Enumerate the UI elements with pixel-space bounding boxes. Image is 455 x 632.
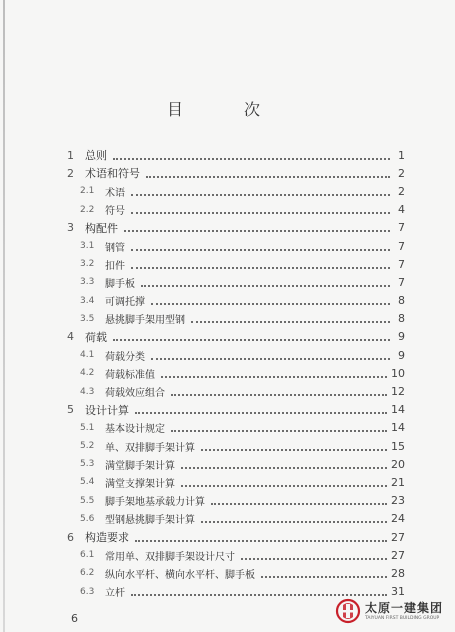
toc-entry-label: 纵向水平杆、横向水平杆、脚手板 (105, 569, 255, 581)
toc-dot-leader (131, 248, 390, 251)
toc-entry-page: 7 (398, 257, 405, 271)
toc-entry-number: 3.4 (80, 295, 95, 306)
toc-entry[interactable] (67, 528, 405, 546)
toc-dot-leader (151, 302, 390, 305)
toc-dot-leader (201, 520, 387, 523)
toc-entry-number: 5.1 (80, 422, 95, 433)
toc-entry-label: 荷载 (85, 330, 107, 344)
toc-entry-number: 5 (67, 403, 74, 417)
toc-dot-leader (141, 284, 390, 287)
toc-entry-number: 5.6 (80, 513, 95, 524)
toc-entry-page: 20 (391, 457, 405, 471)
toc-entry-number: 2.2 (80, 204, 95, 215)
toc-dot-leader (171, 429, 387, 432)
toc-entry-page: 27 (391, 548, 405, 562)
toc-entry-page: 15 (391, 439, 405, 453)
toc-entry-number: 3 (67, 221, 74, 235)
toc-entry-page: 14 (391, 403, 405, 417)
toc-entry-number: 5.2 (80, 441, 95, 452)
toc-entry-page: 9 (398, 348, 405, 362)
toc-entry-label: 立杆 (105, 588, 125, 600)
toc-dot-leader (124, 229, 390, 232)
toc-entry-page: 27 (391, 530, 405, 544)
toc-entry[interactable] (67, 273, 405, 291)
table-of-contents (67, 146, 405, 601)
toc-entry-label: 总则 (85, 149, 107, 163)
toc-entry-number: 3.5 (80, 313, 95, 324)
toc-entry-number: 3.1 (80, 241, 95, 252)
toc-dot-leader (135, 539, 387, 542)
toc-entry-label: 术语 (105, 187, 125, 199)
toc-entry-label: 满堂支撑架计算 (105, 478, 175, 490)
toc-entry-page: 2 (398, 166, 405, 180)
toc-entry[interactable] (67, 437, 405, 455)
toc-entry-number: 1 (67, 148, 74, 162)
brand-name-en: TAIYUAN FIRST BUILDING GROUP (365, 615, 440, 621)
toc-dot-leader (181, 466, 387, 469)
toc-entry-label: 术语和符号 (85, 167, 140, 181)
toc-entry-number: 5.3 (80, 459, 95, 470)
toc-entry-page: 2 (398, 184, 405, 198)
toc-entry-page: 23 (391, 494, 405, 508)
toc-entry-label: 常用单、双排脚手架设计尺寸 (105, 551, 235, 563)
toc-dot-leader (131, 211, 390, 214)
toc-dot-leader (191, 320, 390, 323)
brand-watermark (335, 596, 453, 626)
toc-entry[interactable] (67, 510, 405, 528)
toc-title: 目 次 (166, 100, 289, 119)
toc-entry[interactable] (67, 473, 405, 491)
toc-dot-leader (241, 557, 387, 560)
toc-entry-page: 4 (398, 203, 405, 217)
toc-dot-leader (211, 502, 387, 505)
toc-entry-label: 扣件 (105, 260, 125, 272)
toc-entry-label: 脚手架地基承载力计算 (105, 497, 205, 509)
toc-entry[interactable] (67, 219, 405, 237)
brand-name-cn: 太原一建集团 (365, 600, 444, 615)
toc-entry[interactable] (67, 346, 405, 364)
taiyuan-first-building-logo-icon (335, 598, 361, 624)
toc-dot-leader (131, 266, 390, 269)
toc-entry-label: 符号 (105, 206, 125, 218)
toc-entry-page: 24 (391, 512, 405, 526)
toc-entry[interactable] (67, 237, 405, 255)
toc-dot-leader (113, 338, 390, 341)
toc-entry[interactable] (67, 382, 405, 400)
page-number: 6 (71, 612, 78, 625)
toc-entry-number: 4.1 (80, 350, 95, 361)
toc-entry[interactable] (67, 164, 405, 182)
toc-entry[interactable] (67, 328, 405, 346)
toc-entry-number: 3.3 (80, 277, 95, 288)
toc-entry-label: 基本设计规定 (105, 424, 165, 436)
toc-entry[interactable] (67, 182, 405, 200)
toc-entry[interactable] (67, 146, 405, 164)
toc-dot-leader (181, 484, 387, 487)
toc-entry-label: 钢管 (105, 242, 125, 254)
toc-entry-page: 7 (398, 275, 405, 289)
toc-entry-number: 4 (67, 330, 74, 344)
toc-entry-number: 6 (67, 530, 74, 544)
toc-entry-page: 10 (391, 366, 405, 380)
toc-dot-leader (161, 375, 387, 378)
toc-entry[interactable] (67, 401, 405, 419)
toc-entry-page: 12 (391, 385, 405, 399)
toc-entry-page: 8 (398, 294, 405, 308)
toc-entry-label: 构造要求 (85, 531, 129, 545)
toc-entry-page: 7 (398, 221, 405, 235)
toc-dot-leader (131, 193, 390, 196)
toc-entry-number: 4.3 (80, 386, 95, 397)
toc-entry-label: 满堂脚手架计算 (105, 460, 175, 472)
toc-entry[interactable] (67, 364, 405, 382)
toc-entry[interactable] (67, 492, 405, 510)
toc-dot-leader (201, 448, 387, 451)
toc-entry-number: 6.1 (80, 550, 95, 561)
toc-entry[interactable] (67, 292, 405, 310)
toc-entry-label: 型钢悬挑脚手架计算 (105, 515, 195, 527)
toc-entry-number: 6.2 (80, 568, 95, 579)
toc-entry-number: 2.1 (80, 186, 95, 197)
toc-entry-label: 悬挑脚手架用型钢 (105, 315, 185, 327)
toc-entry-label: 设计计算 (85, 403, 129, 417)
toc-entry-label: 荷载效应组合 (105, 388, 165, 400)
page-edge (3, 0, 5, 632)
toc-entry-page: 28 (391, 566, 405, 580)
toc-dot-leader (171, 393, 387, 396)
toc-entry[interactable] (67, 255, 405, 273)
toc-dot-leader (151, 357, 390, 360)
toc-entry-page: 21 (391, 475, 405, 489)
toc-entry[interactable] (67, 564, 405, 582)
toc-entry-number: 2 (67, 166, 74, 180)
toc-entry-label: 构配件 (85, 221, 118, 235)
toc-entry[interactable] (67, 201, 405, 219)
toc-entry-label: 荷载标准值 (105, 369, 155, 381)
toc-entry-label: 单、双排脚手架计算 (105, 442, 195, 454)
toc-entry-label: 可调托撑 (105, 297, 145, 309)
toc-entry-label: 脚手板 (105, 278, 135, 290)
toc-entry-number: 5.5 (80, 495, 95, 506)
toc-entry-page: 9 (398, 330, 405, 344)
toc-entry-number: 6.3 (80, 586, 95, 597)
toc-entry-page: 14 (391, 421, 405, 435)
toc-entry-number: 4.2 (80, 368, 95, 379)
toc-dot-leader (113, 157, 390, 160)
toc-entry[interactable] (67, 419, 405, 437)
toc-entry[interactable] (67, 455, 405, 473)
toc-entry-page: 8 (398, 312, 405, 326)
toc-dot-leader (135, 411, 387, 414)
toc-entry[interactable] (67, 310, 405, 328)
toc-entry-number: 3.2 (80, 259, 95, 270)
toc-dot-leader (261, 575, 387, 578)
toc-entry-page: 31 (391, 585, 405, 599)
toc-entry-label: 荷载分类 (105, 351, 145, 363)
toc-entry[interactable] (67, 546, 405, 564)
toc-entry-page: 1 (398, 148, 405, 162)
toc-dot-leader (146, 175, 390, 178)
toc-entry-number: 5.4 (80, 477, 95, 488)
toc-entry-page: 7 (398, 239, 405, 253)
